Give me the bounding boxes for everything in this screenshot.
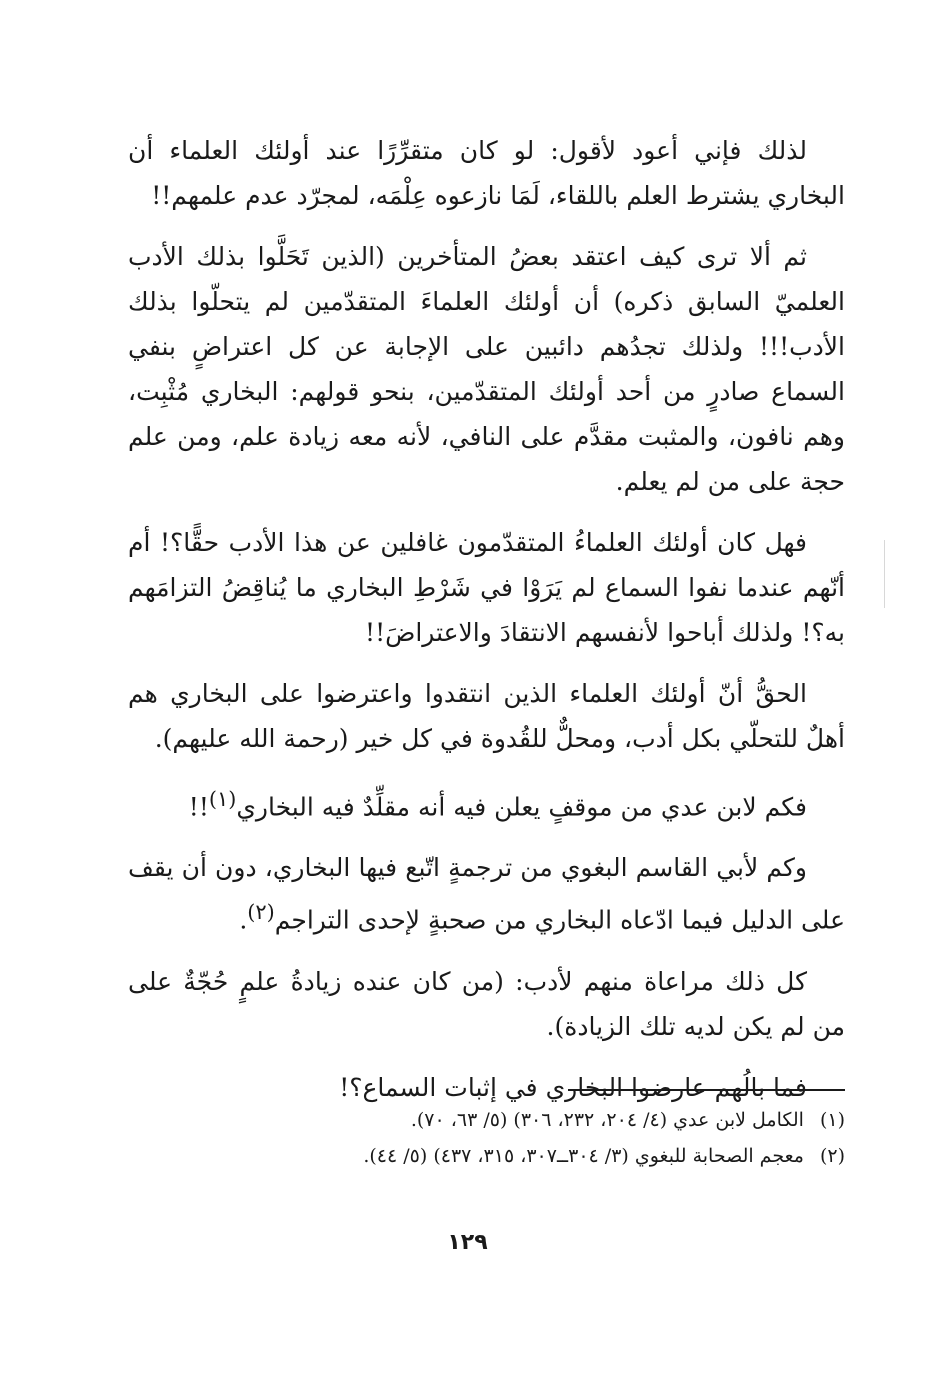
paragraph-5 — [128, 777, 845, 829]
footnote-ref-1[interactable]: (١) — [208, 787, 237, 811]
paragraph-2: ثم ألا ترى كيف اعتقد بعضُ المتأخرين (الذين تَحَلَّوا بذلك الأدب العلميّ السابق ذكره) أن أولئك العلماءَ المتقدّمين لم يتحلّوا بذلك الأدب!!! ولذلك تجدُهم دائبين على الإجابة عن كل اعتراضٍ بنفي السماع صادرٍ من أحد أولئك المتقدّمين، بنحو قولهم: البخاري مُثْبِت، وهم نافون، والمثبت مقدَّم على النافي، لأنه معه زيادة علم، ومن علم حجة على من لم يعلم. — [128, 242, 845, 496]
paragraph-7: كل ذلك مراعاة منهم لأدب: (من كان عنده زيادةُ علمٍ حُجّةٌ على من لم يكن لديه تلك الزيادة). — [128, 966, 845, 1041]
paragraph-8: فما بالُهم عارضوا البخاري في إثبات السماع؟! — [339, 1072, 807, 1102]
footnote-1 — [128, 1102, 845, 1138]
paragraph-6-tail: . — [239, 905, 248, 935]
paragraph-1: لذلك فإني أعود لأقول: لو كان متقرِّرًا عند أولئك العلماء أن البخاري يشترط العلم باللقاء، لَمَا نازعوه عِلْمَه، لمجرّد عدم علمهم!! — [128, 136, 845, 210]
footnote-1-text: الكامل لابن عدي (٤/ ٢٠٤، ٢٣٢، ٣٠٦) (٥/ ٦٣، ٧٠). — [410, 1109, 804, 1131]
paragraph-6 — [128, 845, 845, 942]
paragraph-6-text: وكم لأبي القاسم البغوي من ترجمةٍ اتّبع فيها البخاري، دون أن يقف على الدليل فيما ادّعاه البخاري من صحبةٍ لإحدى التراجم — [128, 853, 845, 935]
footnote-2-number: (٢) — [819, 1145, 845, 1167]
footnote-divider — [568, 1089, 845, 1091]
footnotes — [128, 1102, 845, 1174]
main-text — [128, 128, 845, 1110]
footnote-1-number: (١) — [819, 1109, 845, 1131]
paragraph-4: الحقُّ أنّ أولئك العلماء الذين انتقدوا واعترضوا على البخاري هم أهلٌ للتحلّي بكل أدب، ومحلٌّ للقُدوة في كل خير (رحمة الله عليهم). — [128, 679, 845, 753]
paragraph-5-tail: !! — [188, 792, 209, 822]
scan-margin-mark — [884, 540, 885, 608]
paragraph-3: فهل كان أولئك العلماءُ المتقدّمون غافلين عن هذا الأدب حقًّا؟! أم أنّهم عندما نفوا السماع لم يَرَوْا في شَرْطِ البخاري ما يُناقِضُ التزامَهم به؟! ولذلك أباحوا لأنفسهم الانتقادَ والاعتراضَ!! — [128, 528, 845, 647]
page-number: ١٢٩ — [447, 1230, 488, 1255]
footnote-ref-2[interactable]: (٢) — [247, 900, 275, 925]
footnote-2-text: معجم الصحابة للبغوي (٣/ ٣٠٤ــ٣٠٧، ٣١٥، ٤٣٧) (٥/ ٤٤). — [363, 1145, 804, 1167]
footnote-2 — [128, 1138, 845, 1174]
paragraph-5-text: فكم لابن عدي من موقفٍ يعلن فيه أنه مقلِّدٌ فيه البخاري — [236, 792, 807, 822]
